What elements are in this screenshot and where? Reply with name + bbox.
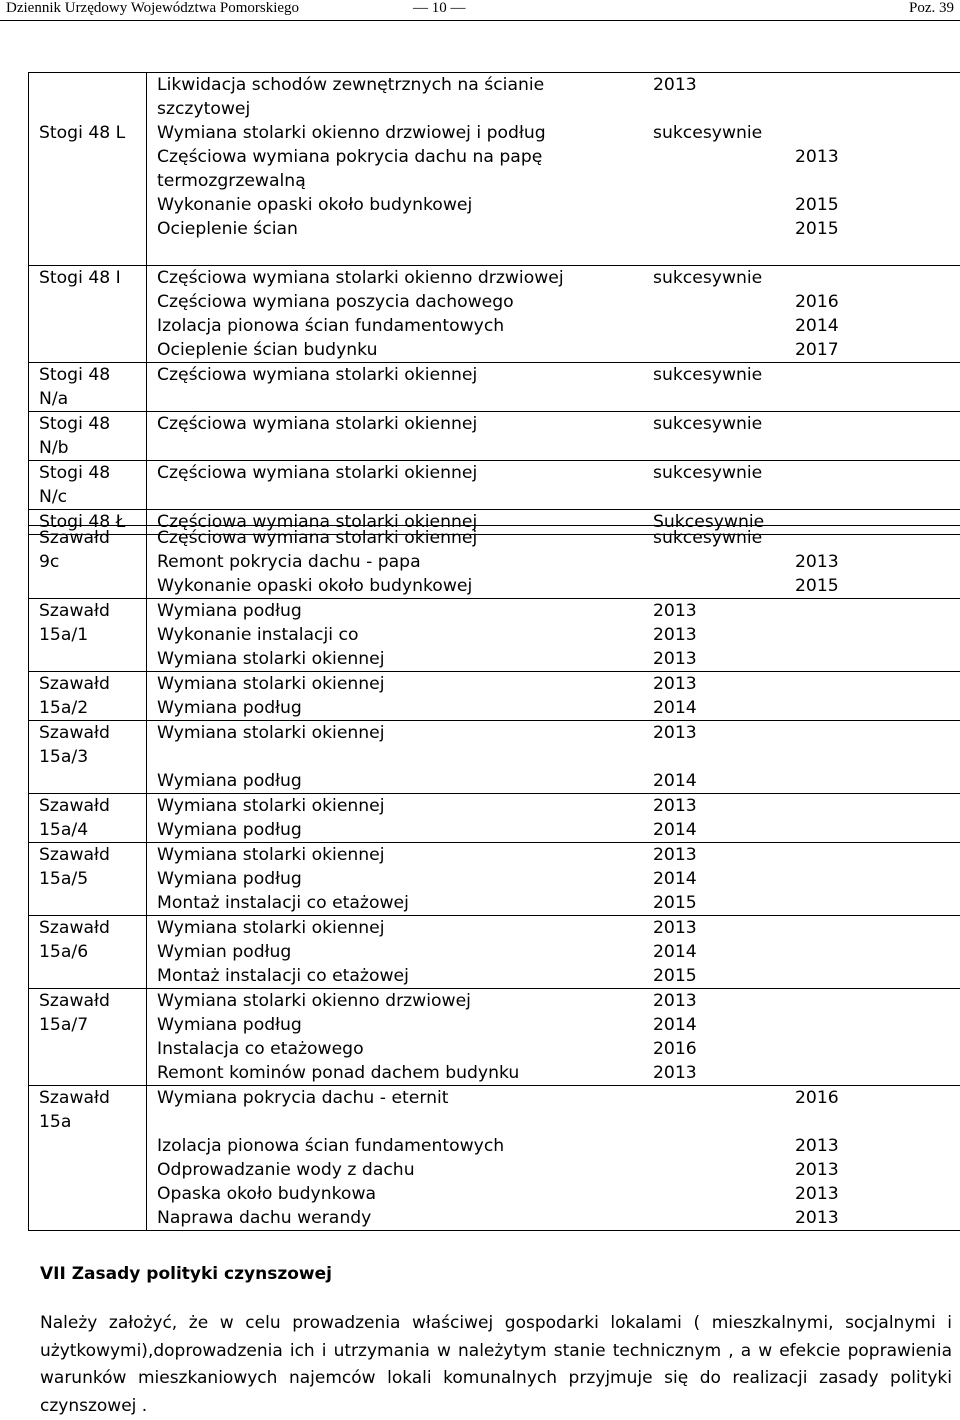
activity-row [157,485,960,509]
object-name-cell [29,526,147,599]
activity-year: 2016 [795,290,839,314]
activity-row [157,745,960,769]
activity-row [157,1134,960,1158]
activity-row [157,574,960,598]
activity-row [157,599,960,623]
activity-year: 2013 [653,721,697,745]
activity-row [157,145,960,169]
activity-row [157,1061,960,1085]
activity-year: 2015 [653,891,697,915]
activity-row [157,794,960,818]
object-row [29,794,960,843]
activity-row [157,964,960,988]
activity-row [157,940,960,964]
activity-name: Instalacja co etażowego [157,1037,364,1061]
activity-row [157,169,960,193]
object-name-cell [29,721,147,794]
activity-row [157,1013,960,1037]
header-rule [0,20,960,21]
activity-year: 2016 [653,1037,697,1061]
activities-cell [147,412,960,461]
activities-cell [147,599,960,672]
activity-name: Wymiana stolarki okiennej [157,916,385,940]
activity-row [157,696,960,720]
activities-cell [147,672,960,721]
activity-row [157,461,960,485]
renovation-table-stogi [28,72,960,535]
activity-name: Odprowadzanie wody z dachu [157,1158,415,1182]
object-row [29,1086,960,1231]
activity-row [157,121,960,145]
object-row [29,916,960,989]
activity-row [157,73,960,97]
activity-year: 2013 [795,1158,839,1182]
activity-name: Częściowa wymiana stolarki okienno drzwiowej [157,266,564,290]
activity-year: sukcesywnie [653,461,762,485]
object-name: 15a/6 [39,940,146,964]
activity-name: Wymiana stolarki okiennej [157,794,385,818]
activity-name: Częściowa wymiana stolarki okiennej [157,510,477,534]
object-name: 15a/3 [39,745,146,769]
activity-year: 2013 [653,843,697,867]
activity-row [157,891,960,915]
activity-row [157,672,960,696]
activity-year: 2013 [795,1134,839,1158]
activity-year: 2013 [653,989,697,1013]
activity-year: 2014 [653,769,697,793]
object-name: Szawałd [39,843,146,867]
activity-year: 2013 [795,550,839,574]
object-row [29,599,960,672]
activity-row [157,843,960,867]
object-name-cell [29,412,147,461]
activity-row [157,412,960,436]
object-name-cell [29,843,147,916]
object-name [39,217,146,241]
activity-name: Wymiana stolarki okienno drzwiowej i podług [157,121,546,145]
activity-year: 2013 [653,623,697,647]
activity-year: 2013 [653,647,697,671]
object-name-cell [29,916,147,989]
activity-row [157,436,960,460]
object-name-cell [29,989,147,1086]
activity-name: Montaż instalacji co etażowej [157,891,409,915]
object-name-cell [29,363,147,412]
object-name [39,73,146,97]
activity-row [157,526,960,550]
activity-name: Wykonanie instalacji co [157,623,358,647]
section-paragraph: Należy założyć, że w celu prowadzenia właściwej gospodarki lokalami ( mieszkalnymi, socjalnymi i użytkowymi),doprowadzenia ich i utrzymania w należytym stanie technicznym , a w efekcie poprawienia warunków mieszkaniowych najemców lokali komunalnych przyjmuje się do realizacji zasady polityki czynszowej . [40,1310,952,1420]
activity-year: 2015 [795,574,839,598]
activity-row [157,1086,960,1110]
activities-cell [147,266,960,363]
activity-year: Sukcesywnie [653,510,764,534]
object-name-cell [29,672,147,721]
object-name: Szawałd [39,794,146,818]
object-name: N/a [39,387,146,411]
activity-year: sukcesywnie [653,121,762,145]
activities-cell [147,843,960,916]
activity-name: Wymiana podług [157,769,302,793]
activity-name: Wymiana podług [157,696,302,720]
activities-cell [147,989,960,1086]
activity-name: Częściowa wymiana pokrycia dachu na papę [157,145,542,169]
activity-row [157,387,960,411]
activity-year: 2013 [795,1206,839,1230]
activity-name: termozgrzewalną [157,169,306,193]
object-row [29,266,960,363]
activity-year: 2013 [653,73,697,97]
activity-year: sukcesywnie [653,363,762,387]
position-number: Poz. 39 [909,0,954,17]
activity-row [157,550,960,574]
activities-cell [147,363,960,412]
activity-name: Remont kominów ponad dachem budynku [157,1061,519,1085]
activity-name: Częściowa wymiana stolarki okiennej [157,363,477,387]
object-name: Szawałd [39,989,146,1013]
activities-cell [147,1086,960,1231]
activity-year: 2014 [653,867,697,891]
activity-year: 2013 [795,1182,839,1206]
activity-year: 2013 [653,1061,697,1085]
activity-year: sukcesywnie [653,266,762,290]
activity-name: Ocieplenie ścian budynku [157,338,377,362]
activity-row [157,647,960,671]
object-row [29,461,960,510]
activity-year: sukcesywnie [653,412,762,436]
activity-row [157,721,960,745]
object-name-cell [29,1086,147,1231]
activity-name: Remont pokrycia dachu - papa [157,550,421,574]
activities-cell [147,73,960,266]
activity-row [157,314,960,338]
activity-name: Wymiana podług [157,818,302,842]
activity-name: Wymiana stolarki okienno drzwiowej [157,989,471,1013]
object-name: 15a/7 [39,1013,146,1037]
object-row [29,721,960,794]
page-header [0,0,960,22]
activity-name: Wymiana podług [157,1013,302,1037]
activity-year: 2014 [653,696,697,720]
object-name [39,169,146,193]
object-row [29,672,960,721]
object-name: 15a [39,1110,146,1134]
activity-row [157,623,960,647]
object-name [39,241,146,265]
activity-row [157,818,960,842]
activity-year: 2013 [653,599,697,623]
activity-row [157,266,960,290]
activity-row [157,1110,960,1134]
object-name: Szawałd [39,1086,146,1110]
activity-row [157,217,960,241]
object-name: 15a/2 [39,696,146,720]
activity-name: Ocieplenie ścian [157,217,298,241]
activity-name: Naprawa dachu werandy [157,1206,371,1230]
activity-name: Wymiana stolarki okiennej [157,721,385,745]
activity-year: 2015 [795,193,839,217]
activity-row [157,1182,960,1206]
activity-row [157,97,960,121]
object-name: Stogi 48 L [39,121,146,145]
activity-name: Opaska około budynkowa [157,1182,376,1206]
activity-year: 2016 [795,1086,839,1110]
activity-year: sukcesywnie [653,526,762,550]
object-row [29,363,960,412]
object-name: Stogi 48 Ł [39,510,146,534]
object-name [39,97,146,121]
activity-name: Wymiana podług [157,599,302,623]
activities-cell [147,721,960,794]
activity-year: 2017 [795,338,839,362]
object-name [39,193,146,217]
activity-year: 2015 [653,964,697,988]
object-name: Szawałd [39,672,146,696]
activity-name: Wykonanie opaski około budynkowej [157,574,472,598]
activity-name: Wykonanie opaski około budynkowej [157,193,472,217]
object-name [39,145,146,169]
object-name: Szawałd [39,916,146,940]
activity-year: 2014 [653,818,697,842]
activity-year: 2014 [653,1013,697,1037]
object-name: Stogi 48 I [39,266,146,290]
activity-name: Wymiana stolarki okiennej [157,843,385,867]
activity-year: 2014 [653,940,697,964]
activity-row [157,193,960,217]
activity-name: Częściowa wymiana stolarki okiennej [157,526,477,550]
activity-row [157,1206,960,1230]
object-name: Szawałd [39,599,146,623]
activity-name: Wymiana podług [157,867,302,891]
object-name: 15a/4 [39,818,146,842]
activity-year: 2013 [653,916,697,940]
activity-name: szczytowej [157,97,250,121]
activities-cell [147,461,960,510]
object-name: 15a/1 [39,623,146,647]
renovation-table-szawald [28,525,960,1231]
object-name: Szawałd [39,721,146,745]
activity-row [157,1158,960,1182]
activity-row [157,989,960,1013]
activity-name: Częściowa wymiana poszycia dachowego [157,290,514,314]
object-name-cell [29,266,147,363]
activity-name: Montaż instalacji co etażowej [157,964,409,988]
activity-name: Wymian podług [157,940,291,964]
object-name: N/b [39,436,146,460]
object-name: 9c [39,550,146,574]
activity-name: Izolacja pionowa ścian fundamentowych [157,314,504,338]
object-name-cell [29,461,147,510]
page-number: — 10 — [413,0,466,17]
activity-year: 2013 [795,145,839,169]
activity-row [157,769,960,793]
activity-year: 2013 [653,672,697,696]
journal-title: Dziennik Urzędowy Województwa Pomorskiego [6,0,299,17]
activity-name: Częściowa wymiana stolarki okiennej [157,461,477,485]
activity-name: Wymiana pokrycia dachu - eternit [157,1086,449,1110]
activity-row [157,916,960,940]
object-name-cell [29,73,147,266]
object-row [29,843,960,916]
activity-row [157,363,960,387]
activities-cell [147,526,960,599]
activity-year: 2013 [653,794,697,818]
activity-year: 2014 [795,314,839,338]
activity-name: Wymiana stolarki okiennej [157,672,385,696]
object-row [29,412,960,461]
object-name-cell [29,794,147,843]
activity-name: Izolacja pionowa ścian fundamentowych [157,1134,504,1158]
activity-name: Likwidacja schodów zewnętrznych na ścianie [157,73,544,97]
object-name: N/c [39,485,146,509]
object-name-cell [29,599,147,672]
section-title: VII Zasady polityki czynszowej [40,1264,332,1284]
object-name: Stogi 48 [39,363,146,387]
activities-cell [147,794,960,843]
activity-name: Wymiana stolarki okiennej [157,647,385,671]
activity-row [157,1037,960,1061]
activity-row [157,867,960,891]
object-name: 15a/5 [39,867,146,891]
object-name: Stogi 48 [39,412,146,436]
object-name: Szawałd [39,526,146,550]
activity-name: Częściowa wymiana stolarki okiennej [157,412,477,436]
activity-year: 2015 [795,217,839,241]
object-row [29,989,960,1086]
activity-row [157,290,960,314]
object-name: Stogi 48 [39,461,146,485]
activities-cell [147,916,960,989]
object-row [29,526,960,599]
object-row [29,73,960,266]
activity-row [157,338,960,362]
